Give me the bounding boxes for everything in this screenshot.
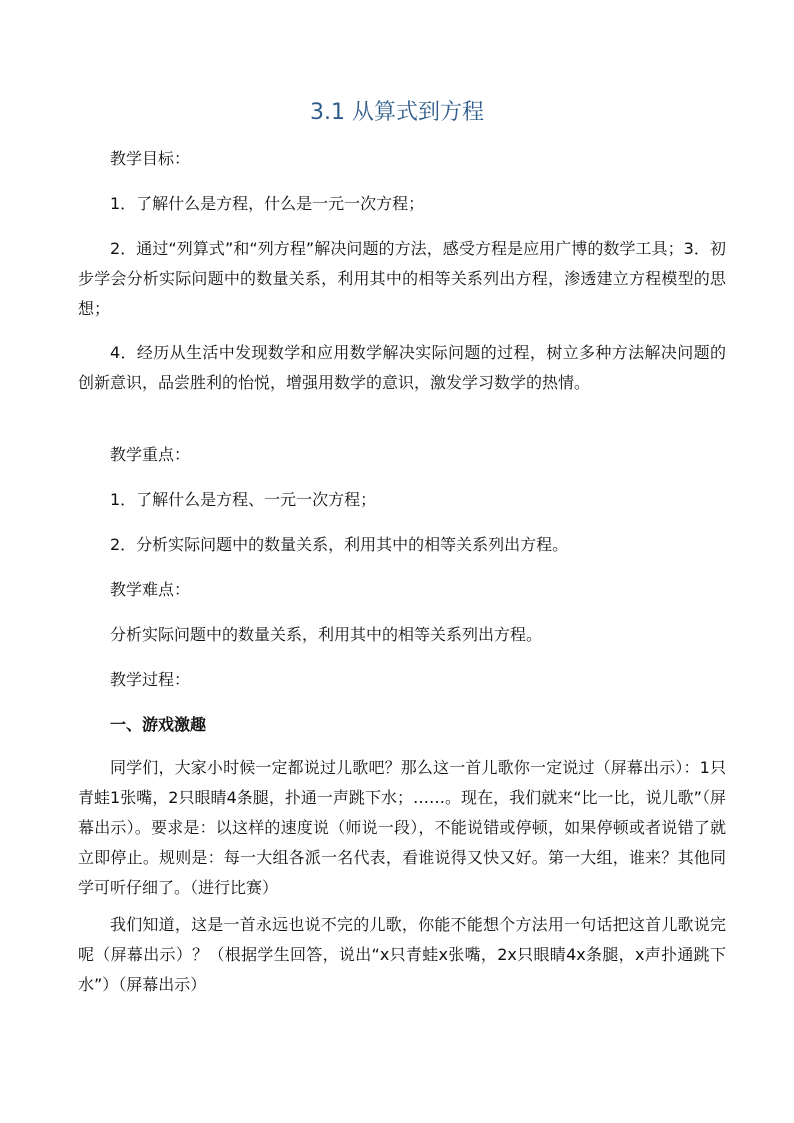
- key-point-2: 2．分析实际问题中的数量关系，利用其中的相等关系列出方程。: [110, 535, 569, 554]
- objectives-heading: 教学目标：: [110, 149, 191, 168]
- process-heading: 教学过程：: [110, 670, 191, 689]
- objective-4: [78, 338, 726, 398]
- section-1-paragraph-2: [78, 910, 726, 1000]
- objective-4-text: 4．经历从生活中发现数学和应用数学解决实际问题的过程，树立多种方法解决问题的创新意识，品尝胜利的怡悦，增强用数学的意识，激发学习数学的热情。: [78, 343, 726, 392]
- section-1-heading: 一、游戏激趣: [110, 715, 207, 734]
- key-points-heading: 教学重点：: [110, 445, 191, 464]
- section-1-paragraph-2-text: 我们知道，这是一首永远也说不完的儿歌，你能不能想个方法用一句话把这首儿歌说完呢（屏幕出示）？（根据学生回答，说出“x只青蛙x张嘴，2x只眼睛4x条腿，x声扑通跳下水”）（屏幕出示）: [78, 915, 726, 994]
- objective-2-3: [78, 234, 726, 324]
- section-1-paragraph-1-text: 同学们，大家小时候一定都说过儿歌吧？那么这一首儿歌你一定说过（屏幕出示）：1只青蛙1张嘴，2只眼睛4条腿，扑通一声跳下水；……。现在，我们就来“比一比，说儿歌”（屏幕出示）。要求是：以这样的速度说（师说一段），不能说错或停顿，如果停顿或者说错了就立即停止。规则是：每一大组各派一名代表，看谁说得又快又好。第一大组，谁来？其他同学可听仔细了。（进行比赛）: [78, 758, 726, 897]
- key-point-1: 1．了解什么是方程、一元一次方程；: [110, 490, 377, 509]
- difficulty-heading: 教学难点：: [110, 580, 191, 599]
- objective-2-3-text: 2．通过“列算式”和“列方程”解决问题的方法，感受方程是应用广博的数学工具；3．初步学会分析实际问题中的数量关系，利用其中的相等关系列出方程，渗透建立方程模型的思想；: [78, 239, 726, 318]
- objective-1: 1．了解什么是方程，什么是一元一次方程；: [110, 194, 425, 213]
- section-1-paragraph-1: [78, 753, 726, 903]
- difficulty-text: 分析实际问题中的数量关系，利用其中的相等关系列出方程。: [110, 625, 543, 644]
- page-title: 3.1 从算式到方程: [310, 100, 484, 125]
